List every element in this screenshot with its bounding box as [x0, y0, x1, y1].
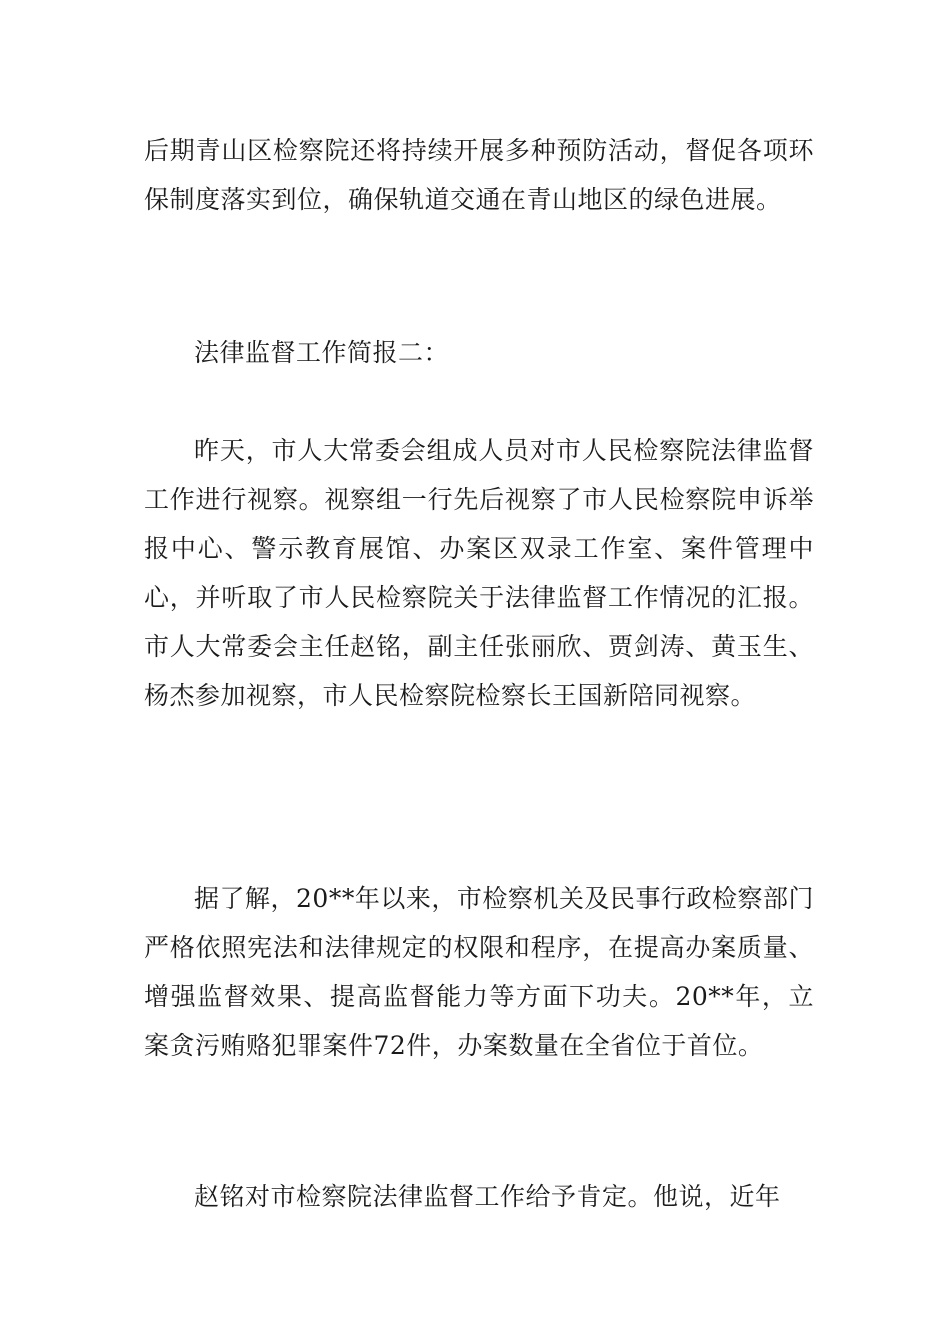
paragraph-comment: 赵铭对市检察院法律监督工作给予肯定。他说，近年: [194, 1182, 781, 1211]
section-heading: 法律监督工作简报二：: [194, 338, 450, 367]
paragraph-continuation: 后期青山区检察院还将持续开展多种预防活动，督促各项环保制度落实到位，确保轨道交通在青山地区的绿色进展。: [144, 136, 814, 214]
paragraph-background: 据了解，20**年以来，市检察机关及民事行政检察部门严格依照宪法和法律规定的权限和程序，在提高办案质量、增强监督效果、提高监督能力等方面下功夫。20**年，立案贪污贿赂犯罪案件72件，办案数量在全省位于首位。: [144, 884, 814, 1060]
paragraph-inspection: 昨天，市人大常委会组成人员对市人民检察院法律监督工作进行视察。视察组一行先后视察了市人民检察院申诉举报中心、警示教育展馆、办案区双录工作室、案件管理中心，并听取了市人民检察院关于法律监督工作情况的汇报。市人大常委会主任赵铭，副主任张丽欣、贾剑涛、黄玉生、杨杰参加视察，市人民检察院检察长王国新陪同视察。: [144, 436, 814, 710]
